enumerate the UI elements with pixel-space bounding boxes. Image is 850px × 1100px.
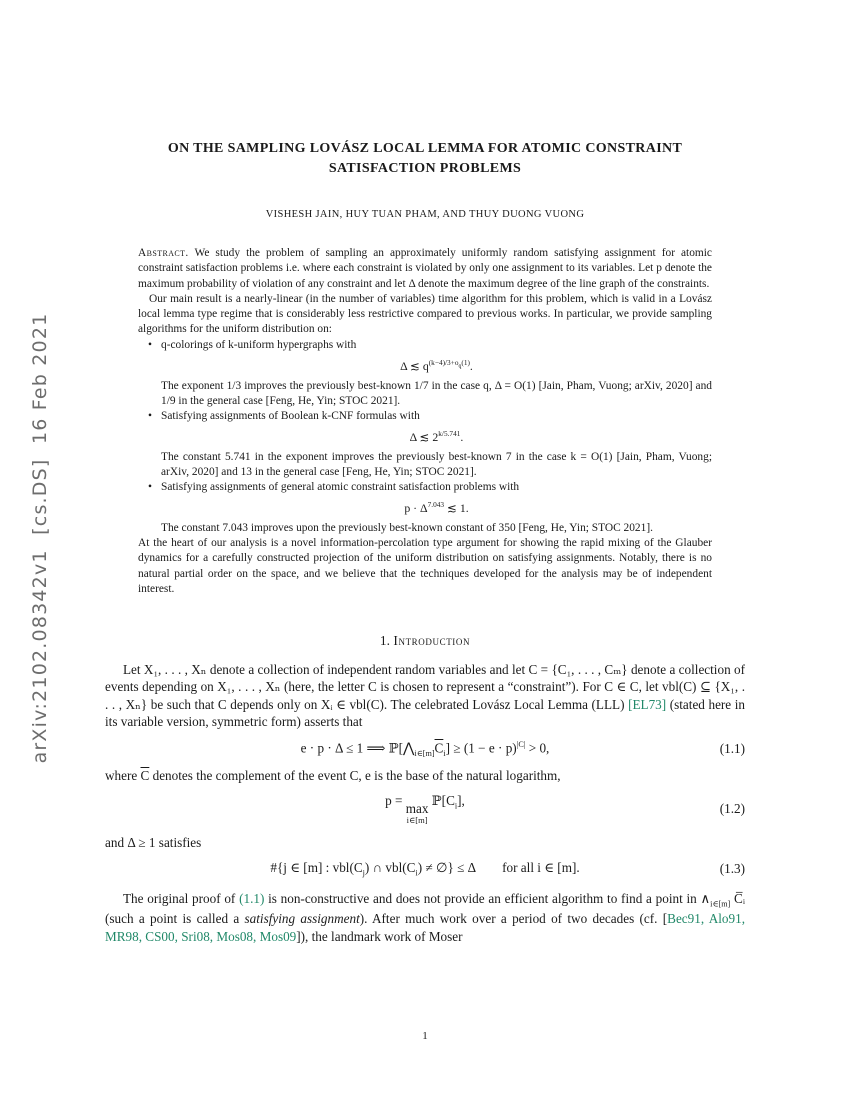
formula-tail: ≲ 1. [444, 501, 469, 516]
event-subscript: i [443, 748, 446, 758]
and-line: and Δ ≥ 1 satisfies [105, 834, 202, 850]
exponent-text-2: (1) [461, 358, 470, 368]
intro-paragraph-1 [105, 661, 745, 731]
text-run: ]), the landmark work of Moser [296, 928, 463, 944]
title-line-1: ON THE SAMPLING LOVÁSZ LOCAL LEMMA FOR ATOMIC CONSTRAINT [167, 141, 683, 156]
citation-link-group[interactable]: Bec91, Alo91, MR98, CS00, Sri08, Mos08, Mos09 [105, 911, 745, 944]
exponent-subscript: q [458, 363, 462, 370]
formula-exponent: 7.043 [427, 500, 445, 510]
complement-event: $\overline{C}$ [434, 739, 444, 755]
formula-kcnf [161, 429, 712, 446]
paper-title [105, 139, 745, 178]
bullet-2-note: The constant 5.741 in the exponent improves the previously best-known 7 in the case k = O(1) [Jain, Pham, Vuong; arXiv, 2020] and 13 in the general case [Feng, He, Yin; STOC 2021]. [161, 450, 712, 479]
event-subscript: i [454, 801, 458, 811]
formula-atomic-csp [161, 500, 712, 517]
bullet-2-intro: Satisfying assignments of Boolean k-CNF formulas with [161, 410, 420, 423]
equation-ref-link-1-1[interactable]: (1.1) [239, 890, 265, 906]
page-number: 1 [422, 1030, 428, 1042]
authors-line: VISHESH JAIN, HUY TUAN PHAM, AND THUY DUONG VUONG [265, 209, 585, 221]
equation-1-3 [105, 860, 745, 878]
text-run: denotes the complement of the event C, e is the base of the natural logarithm, [149, 767, 561, 783]
emphasized-term: satisfying assignment [244, 911, 360, 927]
section-1-heading [105, 633, 745, 649]
citation-link-EL73[interactable]: [EL73] [628, 696, 667, 712]
text-run: ). After much work over a period of two decades (cf. [ [359, 911, 668, 927]
formula-exponent: k/5.741 [438, 429, 461, 439]
bullet-3-note: The constant 7.043 improves upon the previously best-known constant of 350 [Feng, He, Yin; STOC 2021]. [161, 522, 653, 535]
title-line-2: SATISFACTION PROBLEMS [328, 160, 522, 176]
wedge-subscript: i∈[m] [414, 748, 435, 758]
equation-1-2-tag: (1.2) [719, 800, 745, 816]
eq-text: e · p · Δ ≤ 1 ⟹ ℙ[ [300, 739, 404, 755]
arxiv-watermark: arXiv:2102.08342v1 [cs.DS] 16 Feb 2021 [29, 312, 51, 764]
text-run: C̅ᵢ (such a point is called a [105, 890, 745, 927]
text-run: (stated here in its variable version, symmetric form) asserts that [105, 696, 746, 730]
formula-tail: . [469, 359, 473, 374]
max-limits: i∈[m] [406, 815, 428, 826]
equation-1-2-body [105, 793, 745, 825]
abstract-label: Abstract. [138, 247, 189, 260]
text-run: The original proof of [123, 890, 240, 906]
eq-text: ℙ[C [428, 792, 455, 808]
eq-text: ) ≠ ∅} ≤ Δ [417, 860, 477, 876]
eq-text: ) ∩ vbl(C [364, 860, 416, 876]
wedge-subscript: i∈[m] [710, 899, 731, 909]
equation-1-1-tag: (1.1) [719, 740, 745, 756]
formula-base: Δ ≲ 2 [409, 430, 439, 445]
exponent-text: (k−4)/3+o [428, 358, 459, 368]
formula-tail: . [460, 430, 464, 445]
paper-content [105, 0, 745, 945]
text-run: is non-constructive and does not provide an efficient algorithm to find a point in ∧ [264, 890, 711, 906]
text-run: where [105, 767, 141, 783]
eq-text: > 0, [525, 739, 550, 755]
formula-base: p · Δ [404, 501, 428, 516]
section-number: 1. [379, 632, 391, 648]
equation-1-3-body [105, 860, 745, 878]
complement-event: $\overline{C}$ [140, 767, 150, 783]
eq-superscript: |C| [516, 739, 526, 749]
section-title: Introduction [393, 632, 471, 648]
abstract-paragraph-1 [138, 246, 712, 291]
eq-text: for all i ∈ [m]. [502, 860, 580, 876]
eq-text: ] ≥ (1 − e · p) [445, 739, 517, 755]
equation-1-1 [105, 740, 745, 758]
eq-text: #{j ∈ [m] : vbl(C [270, 860, 363, 876]
abstract-closing: At the heart of our analysis is a novel information-percolation type argument for showing the rapid mixing of the Glauber dynamics for a carefully constructed projection of the uniform distribution on satisfying assignments. Notably, there is no natural partial order on the space, and we believe that the techniques developed for the analysis may be of independent interest. [138, 537, 712, 595]
abstract-text-1: We study the problem of sampling an approximately uniformly random satisfying assignment for atomic constraint satisfaction problems i.e. where each constraint is violated by only one assignment to its variables. Let p denote the maximum probability of violation of any constraint and let Δ denote the maximum degree of the line graph of the constraints. [138, 247, 712, 290]
formula-q-colorings [161, 358, 712, 375]
bullet-3-intro: Satisfying assignments of general atomic constraint satisfaction problems with [161, 481, 520, 494]
equation-1-1-body [105, 740, 745, 758]
formula-base: Δ ≲ q [400, 359, 429, 374]
bullet-1-intro: q-colorings of k-uniform hypergraphs with [161, 339, 357, 352]
where-line [105, 767, 745, 784]
bullet-q-colorings [138, 338, 712, 409]
abstract-bullet-list [138, 338, 712, 536]
max-operator [406, 802, 429, 825]
event-subscript: j [362, 868, 365, 878]
text-run: Let X₁, . . . , Xₙ denote a collection of independent random variables and let C = {C₁, . . . , Cₘ} denote a collection of events depending on X₁, . . . , Xₙ (here, the letter C is chosen to represent a “constraint”). For C ∈ C, let vbl(C) ⊆ {X₁, . . . , Xₙ} be such that C depends only on Xᵢ ∈ vbl(C). The celebrated Lovász Local Lemma (LLL) [105, 661, 745, 712]
eq-text: p = [385, 792, 406, 808]
equation-1-3-tag: (1.3) [719, 860, 745, 876]
event-subscript: i [415, 868, 418, 878]
intro-paragraph-2 [105, 890, 745, 945]
abstract-paragraph-2: Our main result is a nearly-linear (in the number of variables) time algorithm for this problem, which is valid in a Lovász local lemma type regime that is considerably less restrictive compared to previous works. In particular, we provide sampling algorithms for the uniform distribution on: [138, 292, 712, 335]
bullet-atomic-csp [138, 480, 712, 536]
max-label: max [405, 800, 429, 816]
formula-exponent [428, 358, 470, 370]
bullet-kcnf [138, 409, 712, 480]
eq-text: ], [457, 792, 465, 808]
wedge-operator: ⋀ [403, 739, 415, 755]
abstract-section [138, 246, 712, 597]
bullet-1-note: The exponent 1/3 improves the previously best-known 1/7 in the case q, Δ = O(1) [Jain, Pham, Vuong; arXiv, 2020] and 1/9 in the general case [Feng, He, Yin; STOC 2021]. [161, 379, 712, 408]
equation-1-2 [105, 793, 745, 825]
